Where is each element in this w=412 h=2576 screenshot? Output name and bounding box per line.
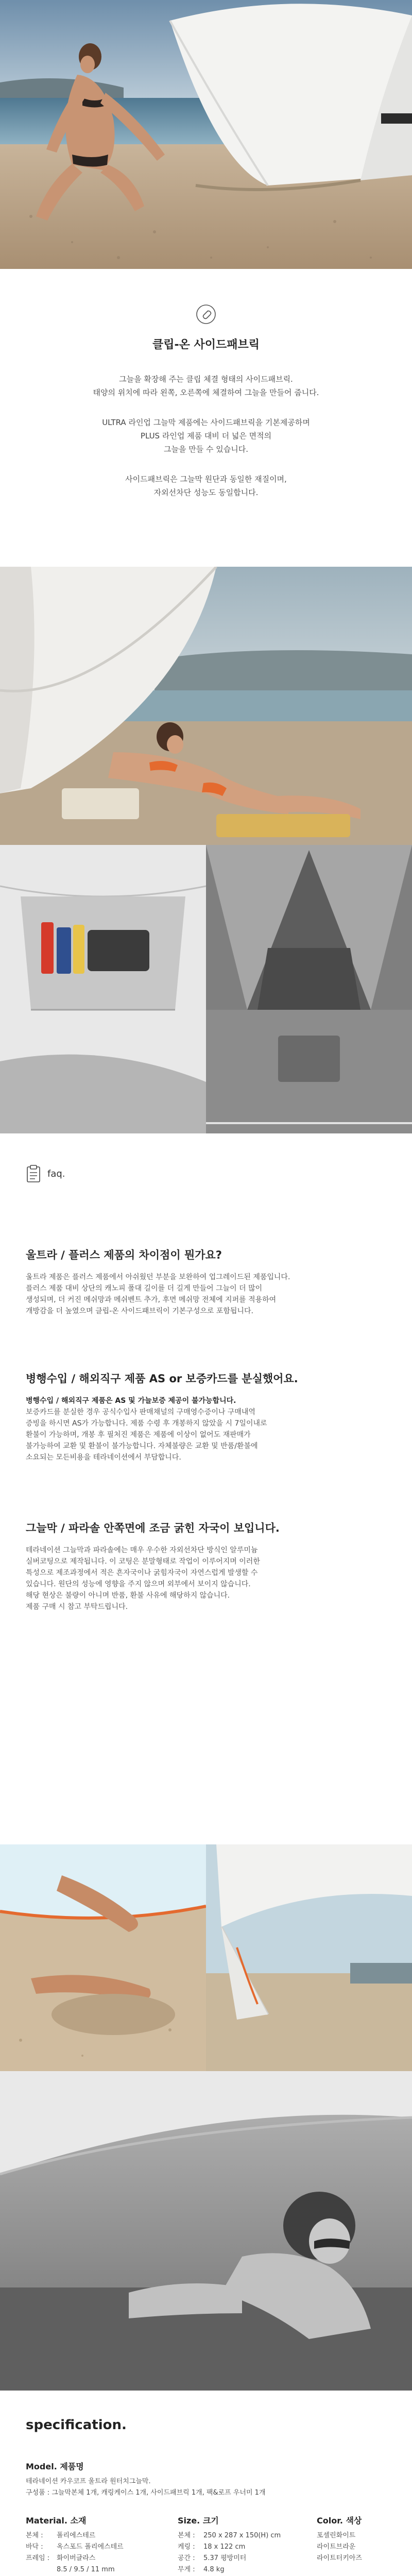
spec-model-line: 구성품 : 그늘막본체 1개, 캐링케이스 1개, 사이드패브릭 1개, 팩&로프 우너미 1개 bbox=[26, 2489, 266, 2497]
faq-item bbox=[26, 1370, 386, 1463]
faq-answer-line: 보증카드를 분실한 경우 공식수입사 판매채널의 구매영수증이나 구매내역 bbox=[26, 1408, 255, 1416]
intro-paragraph bbox=[0, 416, 412, 456]
spec-key: 본체 : bbox=[178, 2532, 195, 2539]
faq-section bbox=[0, 1133, 412, 1844]
faq-question: 그늘막 / 파라솔 안쪽면에 조금 굵힌 자국이 보입니다. bbox=[26, 1522, 280, 1534]
faq-answer-emphasis: 병행수입 / 해외직구 제품은 AS 및 가늘보증 제공이 불가능합니다. bbox=[26, 1397, 236, 1405]
spec-value: 폴리에스테르 bbox=[57, 2532, 96, 2539]
spec-value: 5.37 평방미터 bbox=[203, 2554, 247, 2562]
spec-key: 프레임 : bbox=[26, 2554, 50, 2562]
faq-question: 울트라 / 플러스 제품의 차이점이 뭔가요? bbox=[26, 1249, 222, 1261]
spec-size-row bbox=[178, 2530, 301, 2541]
paperclip-icon bbox=[196, 304, 216, 325]
faq-answer-line: 특성으로 제조과정에서 적은 흔자국이나 굵힘자국이 자연스럽게 발생할 수 bbox=[26, 1569, 258, 1577]
faq-answer-line: 환불이 가능하며, 개봉 후 필처진 제품은 제품에 이상이 없어도 재판매가 bbox=[26, 1431, 251, 1439]
spec-key bbox=[26, 2564, 57, 2575]
spec-key: 본체 : bbox=[26, 2532, 43, 2539]
spec-key: 케링 : bbox=[178, 2543, 195, 2551]
spec-color bbox=[317, 2514, 399, 2564]
spec-key: 무게 : bbox=[178, 2566, 195, 2573]
setup-detail-photos bbox=[0, 1844, 412, 2071]
faq-answer-line: 증빙을 하시면 AS가 가능합니다. 제품 수령 후 개봉하지 않았을 시 7일이내로 bbox=[26, 1419, 267, 1428]
faq-answer-line: 있습니다. 원단의 성능에 영향을 주지 않으며 외부에서 보이지 않습니다. bbox=[26, 1580, 251, 1588]
spec-value: 250 x 287 x 150(H) cm bbox=[203, 2532, 281, 2539]
spec-value: 옥스포드 폴리에스테르 bbox=[57, 2543, 124, 2551]
intro-line: ULTRA 라인업 그늘막 제품에는 사이드패브릭을 기본제공하며 bbox=[102, 418, 310, 427]
intro-line: 태양의 위치에 따라 왼쪽, 오른쪽에 체결하여 그늘을 만들어 줍니다. bbox=[93, 388, 319, 397]
spec-value: 18 x 122 cm bbox=[203, 2543, 246, 2551]
faq-label: faq. bbox=[47, 1168, 65, 1179]
clipboard-icon bbox=[26, 1164, 41, 1183]
intro-line: 자외선차단 성능도 동일합니다. bbox=[153, 488, 259, 497]
spec-title: specification. bbox=[26, 2417, 127, 2433]
interior-detail-photos bbox=[0, 845, 412, 1133]
faq-answer-line: 울트라 제품은 플러스 제품에서 아쉬웠던 부분을 보완하여 업그레이드된 제품입니다. bbox=[26, 1273, 290, 1281]
spec-color-option: 라이트브라운 bbox=[317, 2543, 356, 2551]
spec-color-label: Color. 색상 bbox=[317, 2516, 362, 2526]
faq-answer-line: 해당 현상은 불량이 아니며 반품, 환불 사유에 해당하지 않습니다. bbox=[26, 1591, 230, 1600]
spec-value: 화이버글라스 bbox=[57, 2554, 96, 2562]
woman-under-shade-illustration bbox=[0, 567, 412, 845]
intro-section bbox=[0, 269, 412, 567]
intro-line: 그늘을 확장해 주는 클립 체결 형태의 사이드패브릭. bbox=[119, 375, 293, 384]
faq-answer-line: 테라네이션 그늘막과 파라솔에는 매우 우수한 자외선차단 방식인 알루미늄 bbox=[26, 1546, 258, 1554]
faq-item bbox=[26, 1247, 386, 1317]
faq-answer-line: 제품 구매 시 참고 부탁드립니다. bbox=[26, 1603, 128, 1611]
spec-model bbox=[26, 2460, 386, 2499]
spec-material-label: Material. 소재 bbox=[26, 2516, 87, 2526]
hands-in-sand-illustration bbox=[0, 1844, 206, 2071]
spec-model-label: Model. 제품명 bbox=[26, 2462, 84, 2471]
spec-material-row bbox=[26, 2564, 165, 2575]
faq-answer-line: 개방감을 더 높였으며 클립-온 사이드패브릭이 기본구성으로 포함됩니다. bbox=[26, 1307, 253, 1315]
bw-lifestyle-photo bbox=[0, 2071, 412, 2391]
spec-key: 공간 : bbox=[178, 2554, 195, 2562]
intro-paragraph bbox=[0, 472, 412, 499]
faq-answer-line: 생성되며, 더 커진 메쉬망과 메쉬벤트 추가, 후면 메쉬망 전체에 지퍼를 적용하여 bbox=[26, 1296, 277, 1304]
spec-material bbox=[26, 2514, 165, 2575]
spec-material-row bbox=[26, 2553, 165, 2564]
spec-size bbox=[178, 2514, 301, 2576]
intro-line: 사이드패브릭은 그늘막 원단과 동일한 재질이며, bbox=[125, 474, 287, 484]
sand-anchor-photo bbox=[0, 1844, 206, 2071]
spec-size-row bbox=[178, 2541, 301, 2553]
spec-color-option: 포셀린화이트 bbox=[317, 2532, 356, 2539]
faq-answer-line: 플러스 제품 대비 상단의 캐노피 폴대 길이를 더 길게 만들어 그늘이 더 많이 bbox=[26, 1284, 263, 1293]
woman-resting-bw-illustration bbox=[0, 2071, 412, 2391]
faq-question: 병행수입 / 해외직구 제품 AS or 보증카드를 분실했어요. bbox=[26, 1372, 298, 1385]
specification-section bbox=[0, 2391, 412, 2576]
faq-answer-line: 소요되는 모든비용을 테라네이션에서 부담합니다. bbox=[26, 1453, 181, 1462]
rear-pocket-photo bbox=[206, 845, 412, 1133]
hero-photo bbox=[0, 0, 412, 269]
beach-lying-photo bbox=[0, 567, 412, 845]
side-pocket-illustration bbox=[0, 845, 206, 1133]
intro-paragraph bbox=[0, 372, 412, 399]
spec-material-row bbox=[26, 2530, 165, 2541]
spec-value: 4.8 kg bbox=[203, 2566, 225, 2573]
spec-color-option: 라이트터키아즈 bbox=[317, 2554, 362, 2562]
faq-answer-line: 실버코팅으로 제작됩니다. 이 코팅은 분말형태로 작업이 이루어지며 이러한 bbox=[26, 1557, 260, 1566]
spec-key: 바닥 : bbox=[26, 2543, 43, 2551]
spec-size-label: Size. 크기 bbox=[178, 2516, 219, 2526]
intro-line: 그늘을 만들 수 있습니다. bbox=[164, 445, 248, 454]
shade-corner-photo bbox=[206, 1844, 412, 2071]
shade-corner-illustration bbox=[206, 1844, 412, 2071]
spec-size-row bbox=[178, 2564, 301, 2575]
spec-value: 8.5 / 9.5 / 11 mm bbox=[57, 2566, 115, 2573]
faq-answer-line: 불가능하여 교환 및 환불이 불가능합니다. 자체불량은 교환 및 반품/환불에 bbox=[26, 1442, 258, 1450]
side-pocket-photo bbox=[0, 845, 206, 1133]
beach-shade-hero-illustration bbox=[0, 0, 412, 269]
faq-item bbox=[26, 1520, 386, 1613]
spec-material-row bbox=[26, 2541, 165, 2553]
spec-model-line: 테라네이션 카우코프 울트라 원터치그늘막. bbox=[26, 2478, 151, 2485]
intro-line: PLUS 라인업 제품 대비 더 넓은 면적의 bbox=[140, 431, 272, 440]
rear-pocket-illustration bbox=[206, 845, 412, 1133]
spec-size-row bbox=[178, 2553, 301, 2564]
intro-title: 클립-온 사이드패브릭 bbox=[152, 338, 260, 351]
